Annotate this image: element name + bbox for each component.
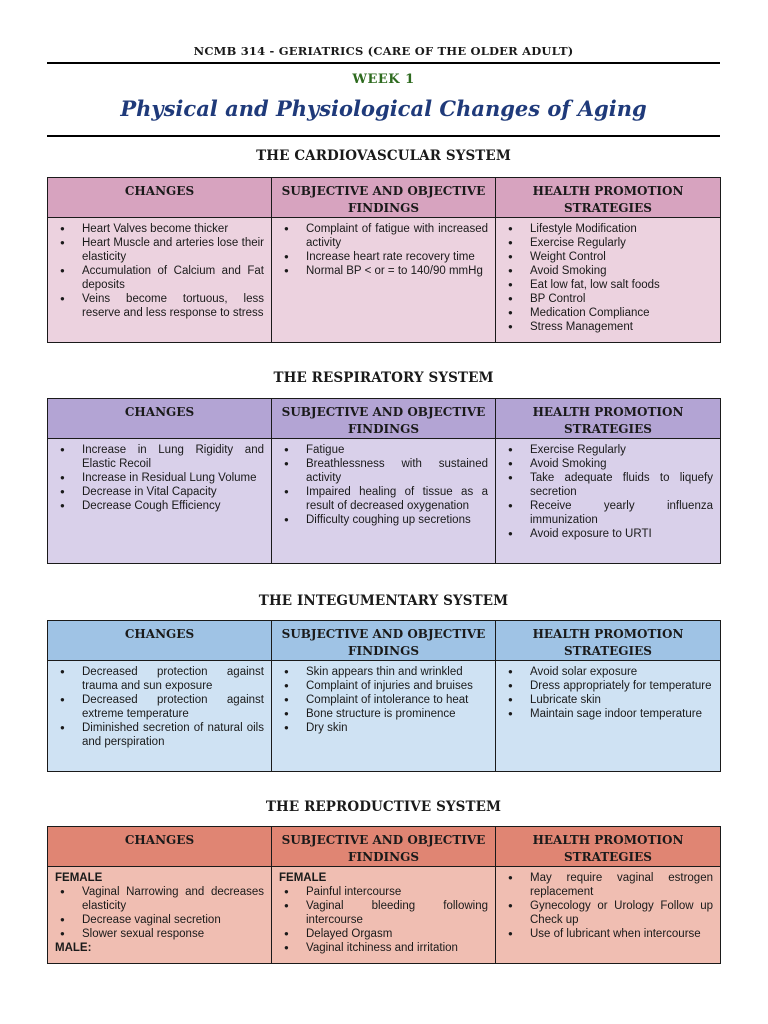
list-item: ● Dress appropriately for temperature bbox=[503, 679, 713, 693]
integ-header-row bbox=[48, 621, 721, 661]
list-item: ● Breathlessness with sustained activity bbox=[279, 457, 488, 485]
list-item: ● Avoid Smoking bbox=[503, 264, 713, 278]
list-item: ● Avoid solar exposure bbox=[503, 665, 713, 679]
integ-findings-cell bbox=[272, 661, 496, 772]
list-item: ● Lifestyle Modification bbox=[503, 222, 713, 236]
integ-findings-list bbox=[279, 665, 488, 735]
cardio-strategies-cell bbox=[496, 218, 721, 343]
resp-changes-cell bbox=[48, 439, 272, 564]
female-label: FEMALE bbox=[279, 872, 327, 884]
list-item: ● Weight Control bbox=[503, 250, 713, 264]
repro-table bbox=[47, 826, 721, 964]
list-item: ● Exercise Regularly bbox=[503, 236, 713, 250]
cardio-changes-list bbox=[55, 222, 264, 320]
repro-findings-female-list bbox=[279, 885, 488, 955]
resp-section-title: THE RESPIRATORY SYSTEM bbox=[273, 370, 494, 386]
list-item: ● Dry skin bbox=[279, 721, 488, 735]
resp-changes-list bbox=[55, 443, 264, 513]
list-item: ● Avoid exposure to URTI bbox=[503, 527, 713, 541]
list-item: ● Vaginal itchiness and irritation bbox=[279, 941, 488, 955]
list-item: ● Increase in Residual Lung Volume bbox=[55, 471, 264, 485]
cardio-body-row bbox=[48, 218, 721, 343]
col-header-changes: CHANGES bbox=[48, 827, 272, 867]
cardio-strategies-list bbox=[503, 222, 713, 334]
list-item: ● Slower sexual response bbox=[55, 927, 264, 941]
repro-body-row bbox=[48, 867, 721, 964]
list-item: ● Decreased protection against trauma and sun exposure bbox=[55, 665, 264, 693]
list-item: ● Exercise Regularly bbox=[503, 443, 713, 457]
col-header-findings: SUBJECTIVE AND OBJECTIVE FINDINGS bbox=[272, 399, 496, 439]
list-item: ● Eat low fat, low salt foods bbox=[503, 278, 713, 292]
list-item: ● Heart Muscle and arteries lose their elasticity bbox=[55, 236, 264, 264]
header-rule bbox=[47, 62, 720, 64]
list-item: ● Gynecology or Urology Follow up Check up bbox=[503, 899, 713, 927]
list-item: ● Vaginal Narrowing and decreases elasticity bbox=[55, 885, 264, 913]
course-header: NCMB 314 - GERIATRICS (CARE OF THE OLDER ADULT) bbox=[193, 44, 574, 58]
repro-section-title: THE REPRODUCTIVE SYSTEM bbox=[265, 799, 502, 815]
list-item: ● Skin appears thin and wrinkled bbox=[279, 665, 488, 679]
list-item: ● Veins become tortuous, less reserve and less response to stress bbox=[55, 292, 264, 320]
cardio-findings-cell bbox=[272, 218, 496, 343]
list-item: ● Difficulty coughing up secretions bbox=[279, 513, 488, 527]
integ-strategies-list bbox=[503, 665, 713, 721]
resp-table bbox=[47, 398, 721, 564]
col-header-findings: SUBJECTIVE AND OBJECTIVE FINDINGS bbox=[272, 827, 496, 867]
cardio-table bbox=[47, 177, 721, 343]
resp-strategies-list bbox=[503, 443, 713, 541]
repro-changes-cell bbox=[48, 867, 272, 964]
list-item: ● Lubricate skin bbox=[503, 693, 713, 707]
resp-findings-list bbox=[279, 443, 488, 527]
integ-strategies-cell bbox=[496, 661, 721, 772]
list-item: ● May require vaginal estrogen replacement bbox=[503, 871, 713, 899]
list-item: ● Medication Compliance bbox=[503, 306, 713, 320]
list-item: ● Increase in Lung Rigidity and Elastic Recoil bbox=[55, 443, 264, 471]
page-title: Physical and Physiological Changes of Aging bbox=[120, 96, 647, 121]
integ-changes-list bbox=[55, 665, 264, 749]
cardio-findings-list bbox=[279, 222, 488, 278]
list-item: ● Normal BP < or = to 140/90 mmHg bbox=[279, 264, 488, 278]
list-item: ● Diminished secretion of natural oils and perspiration bbox=[55, 721, 264, 749]
list-item: ● Complaint of intolerance to heat bbox=[279, 693, 488, 707]
list-item: ● Increase heart rate recovery time bbox=[279, 250, 488, 264]
repro-findings-cell bbox=[272, 867, 496, 964]
list-item: ● Avoid Smoking bbox=[503, 457, 713, 471]
list-item: ● Decrease Cough Efficiency bbox=[55, 499, 264, 513]
list-item: ● Delayed Orgasm bbox=[279, 927, 488, 941]
col-header-strategies: HEALTH PROMOTION STRATEGIES bbox=[496, 621, 721, 661]
col-header-changes: CHANGES bbox=[48, 621, 272, 661]
list-item: ● Bone structure is prominence bbox=[279, 707, 488, 721]
col-header-strategies: HEALTH PROMOTION STRATEGIES bbox=[496, 399, 721, 439]
list-item: ● Decrease vaginal secretion bbox=[55, 913, 264, 927]
repro-changes-female-list bbox=[55, 885, 264, 941]
list-item: ● Heart Valves become thicker bbox=[55, 222, 264, 236]
cardio-changes-cell bbox=[48, 218, 272, 343]
list-item: ● Complaint of injuries and bruises bbox=[279, 679, 488, 693]
list-item: ● Accumulation of Calcium and Fat deposits bbox=[55, 264, 264, 292]
integ-changes-cell bbox=[48, 661, 272, 772]
resp-body-row bbox=[48, 439, 721, 564]
col-header-changes: CHANGES bbox=[48, 399, 272, 439]
col-header-changes: CHANGES bbox=[48, 178, 272, 218]
list-item: ● Stress Management bbox=[503, 320, 713, 334]
cardio-header-row bbox=[48, 178, 721, 218]
female-label: FEMALE bbox=[55, 872, 103, 884]
list-item: ● Painful intercourse bbox=[279, 885, 488, 899]
col-header-strategies: HEALTH PROMOTION STRATEGIES bbox=[496, 178, 721, 218]
col-header-findings: SUBJECTIVE AND OBJECTIVE FINDINGS bbox=[272, 178, 496, 218]
list-item: ● Maintain sage indoor temperature bbox=[503, 707, 713, 721]
resp-header-row bbox=[48, 399, 721, 439]
resp-findings-cell bbox=[272, 439, 496, 564]
week-label: WEEK 1 bbox=[352, 72, 415, 87]
list-item: ● Receive yearly influenza immunization bbox=[503, 499, 713, 527]
list-item: ● Use of lubricant when intercourse bbox=[503, 927, 713, 941]
list-item: ● Take adequate fluids to liquefy secretion bbox=[503, 471, 713, 499]
list-item: ● BP Control bbox=[503, 292, 713, 306]
cardio-section-title: THE CARDIOVASCULAR SYSTEM bbox=[256, 148, 511, 164]
integ-section-title: THE INTEGUMENTARY SYSTEM bbox=[258, 593, 509, 609]
list-item: ● Fatigue bbox=[279, 443, 488, 457]
integ-body-row bbox=[48, 661, 721, 772]
repro-header-row bbox=[48, 827, 721, 867]
col-header-strategies: HEALTH PROMOTION STRATEGIES bbox=[496, 827, 721, 867]
list-item: ● Complaint of fatigue with increased activity bbox=[279, 222, 488, 250]
col-header-findings: SUBJECTIVE AND OBJECTIVE FINDINGS bbox=[272, 621, 496, 661]
repro-strategies-list bbox=[503, 871, 713, 941]
repro-strategies-cell bbox=[496, 867, 721, 964]
male-label: MALE: bbox=[55, 942, 92, 954]
list-item: ● Impaired healing of tissue as a result of decreased oxygenation bbox=[279, 485, 488, 513]
list-item: ● Vaginal bleeding following intercourse bbox=[279, 899, 488, 927]
list-item: ● Decrease in Vital Capacity bbox=[55, 485, 264, 499]
integ-table bbox=[47, 620, 721, 772]
resp-strategies-cell bbox=[496, 439, 721, 564]
title-rule bbox=[47, 135, 720, 137]
list-item: ● Decreased protection against extreme temperature bbox=[55, 693, 264, 721]
